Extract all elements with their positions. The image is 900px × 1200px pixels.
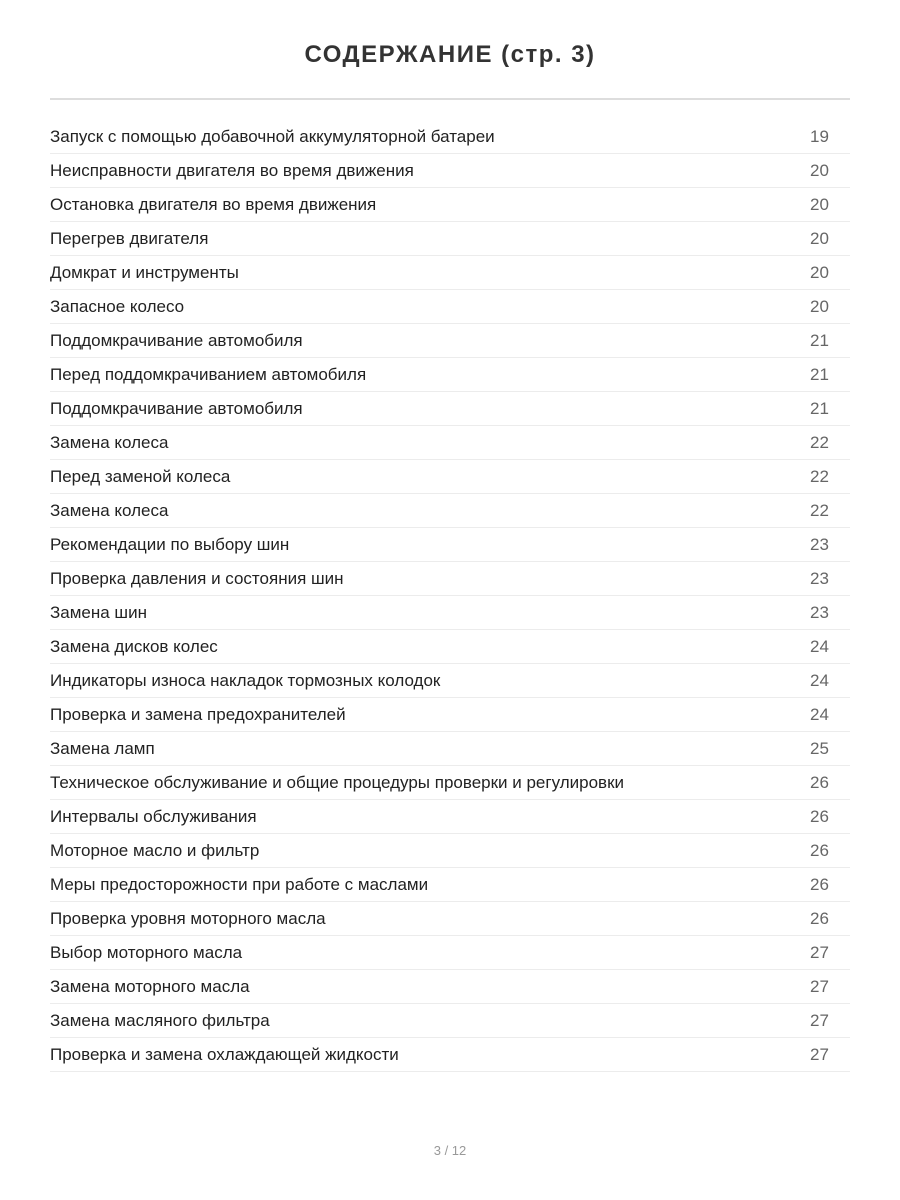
toc-entry-title[interactable]: Перегрев двигателя bbox=[50, 228, 209, 248]
toc-entry[interactable] bbox=[50, 460, 850, 494]
toc-entry[interactable] bbox=[50, 392, 850, 426]
toc-entry-title[interactable]: Индикаторы износа накладок тормозных колодок bbox=[50, 670, 441, 690]
toc-entry[interactable] bbox=[50, 902, 850, 936]
toc-entry[interactable] bbox=[50, 698, 850, 732]
toc-entry-title[interactable]: Интервалы обслуживания bbox=[50, 806, 257, 826]
toc-entry-title[interactable]: Домкрат и инструменты bbox=[50, 262, 239, 282]
toc-entry[interactable] bbox=[50, 766, 850, 800]
toc-entry[interactable] bbox=[50, 1004, 850, 1038]
toc-entry[interactable] bbox=[50, 358, 850, 392]
toc-entry[interactable] bbox=[50, 222, 850, 256]
toc-entry[interactable] bbox=[50, 494, 850, 528]
toc-entry[interactable] bbox=[50, 1038, 850, 1072]
toc-entry-page-number: 26 bbox=[810, 908, 829, 928]
toc-entry-page-number: 21 bbox=[810, 398, 829, 418]
toc-entry-title[interactable]: Проверка уровня моторного масла bbox=[50, 908, 326, 928]
toc-entry-page-number: 27 bbox=[810, 1010, 829, 1030]
toc-entry[interactable] bbox=[50, 562, 850, 596]
toc-entry-title[interactable]: Замена дисков колес bbox=[50, 636, 218, 656]
toc-entry[interactable] bbox=[50, 868, 850, 902]
toc-entry-page-number: 23 bbox=[810, 568, 829, 588]
toc-entry-title[interactable]: Перед поддомкрачиванием автомобиля bbox=[50, 364, 367, 384]
toc-entry-page-number: 20 bbox=[810, 296, 829, 316]
toc-entry-page-number: 20 bbox=[810, 194, 829, 214]
toc-entry-page-number: 23 bbox=[810, 602, 829, 622]
toc-entry-page-number: 24 bbox=[810, 670, 829, 690]
toc-entry-title[interactable]: Замена шин bbox=[50, 602, 147, 622]
toc-entry[interactable] bbox=[50, 970, 850, 1004]
toc-entry-title[interactable]: Замена колеса bbox=[50, 500, 169, 520]
toc-entry-title[interactable]: Остановка двигателя во время движения bbox=[50, 194, 377, 214]
toc-entry-page-number: 26 bbox=[810, 806, 829, 826]
toc-entry-page-number: 26 bbox=[810, 772, 829, 792]
toc-entry-page-number: 24 bbox=[810, 704, 829, 724]
toc-entry[interactable] bbox=[50, 426, 850, 460]
page-title: СОДЕРЖАНИЕ (стр. 3) bbox=[304, 41, 596, 68]
toc-entry[interactable] bbox=[50, 732, 850, 766]
toc-entry-page-number: 26 bbox=[810, 874, 829, 894]
toc-entry[interactable] bbox=[50, 256, 850, 290]
toc-entry[interactable] bbox=[50, 324, 850, 358]
toc-entry[interactable] bbox=[50, 936, 850, 970]
toc-entry-title[interactable]: Поддомкрачивание автомобиля bbox=[50, 398, 303, 418]
toc-entry-title[interactable]: Неисправности двигателя во время движения bbox=[50, 160, 414, 180]
toc-entry-title[interactable]: Замена моторного масла bbox=[50, 976, 250, 996]
toc-entry-title[interactable]: Замена масляного фильтра bbox=[50, 1010, 270, 1030]
toc-entry[interactable] bbox=[50, 188, 850, 222]
toc-entry-page-number: 22 bbox=[810, 466, 829, 486]
toc-entry[interactable] bbox=[50, 120, 850, 154]
toc-entry[interactable] bbox=[50, 596, 850, 630]
toc-entry-title[interactable]: Поддомкрачивание автомобиля bbox=[50, 330, 303, 350]
toc-entry-title[interactable]: Моторное масло и фильтр bbox=[50, 840, 260, 860]
toc-entry-title[interactable]: Рекомендации по выбору шин bbox=[50, 534, 290, 554]
toc-entry-page-number: 20 bbox=[810, 160, 829, 180]
toc-entry-page-number: 26 bbox=[810, 840, 829, 860]
table-of-contents bbox=[50, 120, 850, 1072]
toc-entry[interactable] bbox=[50, 664, 850, 698]
toc-entry[interactable] bbox=[50, 834, 850, 868]
toc-entry-page-number: 21 bbox=[810, 330, 829, 350]
toc-entry-page-number: 20 bbox=[810, 228, 829, 248]
toc-entry-title[interactable]: Проверка и замена охлаждающей жидкости bbox=[50, 1044, 399, 1064]
toc-entry[interactable] bbox=[50, 154, 850, 188]
toc-entry-page-number: 22 bbox=[810, 500, 829, 520]
toc-entry-title[interactable]: Проверка давления и состояния шин bbox=[50, 568, 344, 588]
toc-entry-page-number: 23 bbox=[810, 534, 829, 554]
page-indicator: 3 / 12 bbox=[433, 1143, 467, 1158]
toc-entry[interactable] bbox=[50, 528, 850, 562]
toc-entry-page-number: 25 bbox=[810, 738, 829, 758]
toc-entry[interactable] bbox=[50, 290, 850, 324]
toc-entry-page-number: 27 bbox=[810, 976, 829, 996]
toc-entry-page-number: 22 bbox=[810, 432, 829, 452]
toc-entry-title[interactable]: Выбор моторного масла bbox=[50, 942, 243, 962]
toc-entry-page-number: 27 bbox=[810, 1044, 829, 1064]
toc-entry-page-number: 20 bbox=[810, 262, 829, 282]
toc-entry[interactable] bbox=[50, 800, 850, 834]
toc-entry-title[interactable]: Запуск с помощью добавочной аккумуляторной батареи bbox=[50, 126, 495, 146]
toc-entry-title[interactable]: Перед заменой колеса bbox=[50, 466, 231, 486]
toc-entry[interactable] bbox=[50, 630, 850, 664]
title-divider bbox=[50, 98, 850, 100]
toc-entry-title[interactable]: Запасное колесо bbox=[50, 296, 185, 316]
toc-entry-title[interactable]: Меры предосторожности при работе с маслами bbox=[50, 874, 429, 894]
toc-entry-title[interactable]: Замена ламп bbox=[50, 738, 155, 758]
toc-entry-title[interactable]: Проверка и замена предохранителей bbox=[50, 704, 346, 724]
toc-entry-page-number: 27 bbox=[810, 942, 829, 962]
toc-entry-page-number: 19 bbox=[810, 126, 829, 146]
toc-entry-title[interactable]: Техническое обслуживание и общие процедуры проверки и регулировки bbox=[50, 772, 625, 792]
toc-entry-title[interactable]: Замена колеса bbox=[50, 432, 169, 452]
toc-entry-page-number: 24 bbox=[810, 636, 829, 656]
toc-entry-page-number: 21 bbox=[810, 364, 829, 384]
